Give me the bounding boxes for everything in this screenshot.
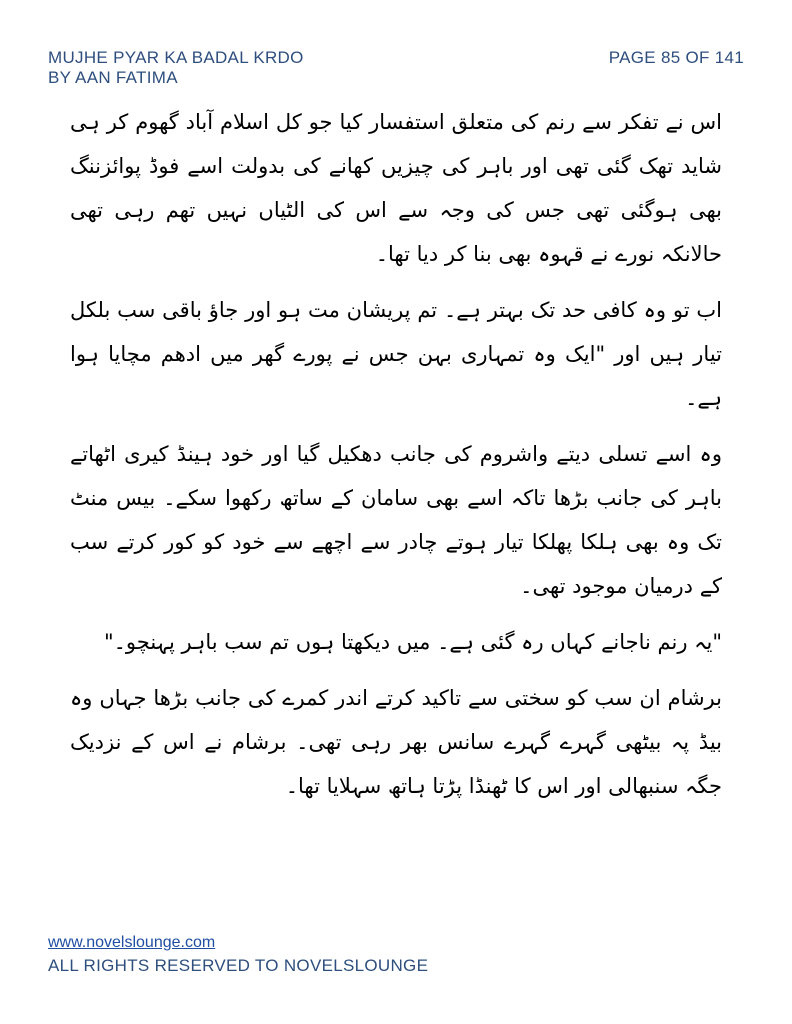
novel-title: MUJHE PYAR KA BADAL KRDO — [48, 48, 304, 67]
website-link[interactable]: www.novelslounge.com — [48, 934, 216, 951]
novel-author: BY AAN FATIMA — [48, 68, 178, 87]
paragraph-3: وہ اسے تسلی دیتے واشروم کی جانب دھکیل گیا اور خود ہینڈ کیری اٹھاتے باہر کی جانب بڑھا تاکہ اسے بھی سامان کے ساتھ رکھوا سکے۔ بیس منٹ تک وہ بھی ہلکا پھلکا تیار ہوتے چادر سے اچھے سے خود کو کور کرتے سب کے درمیان موجود تھی۔ — [70, 442, 722, 598]
rights-notice: ALL RIGHTS RESERVED TO NOVELSLOUNGE — [48, 956, 429, 975]
page-number: PAGE 85 OF 141 — [608, 48, 744, 67]
paragraph-1: اس نے تفکر سے رنم کی متعلق استفسار کیا جو کل اسلام آباد گھوم کر ہی شاید تھک گئی تھی اور باہر کی چیزیں کھانے کی بدولت اسے فوڈ پوائزننگ بھی ہوگئی تھی جس کی وجہ سے اس کی الٹیاں نہیں تھم رہی تھی حالانکہ نورے نے قہوہ بھی بنا کر دیا تھا۔ — [70, 110, 722, 266]
page-body — [70, 100, 722, 808]
paragraph-4: "یہ رنم ناجانے کہاں رہ گئی ہے۔ میں دیکھتا ہوں تم سب باہر پہنچو۔" — [103, 630, 722, 654]
page-header-left — [48, 48, 304, 88]
paragraph-5: برشام ان سب کو سختی سے تاکید کرتے اندر کمرے کی جانب بڑھا جہاں وہ بیڈ پہ بیٹھی گہرے گہرے سانس بھر رہی تھی۔ برشام نے اس کے نزدیک جگہ سنبھالی اور اس کا ٹھنڈا پڑتا ہاتھ سہلایا تھا۔ — [70, 686, 722, 798]
paragraph-2: اب تو وہ کافی حد تک بہتر ہے۔ تم پریشان مت ہو اور جاؤ باقی سب بلکل تیار ہیں اور "ایک وہ تمہاری بہن جس نے پورے گھر میں ادھم مچایا ہوا ہے۔ — [70, 298, 722, 410]
